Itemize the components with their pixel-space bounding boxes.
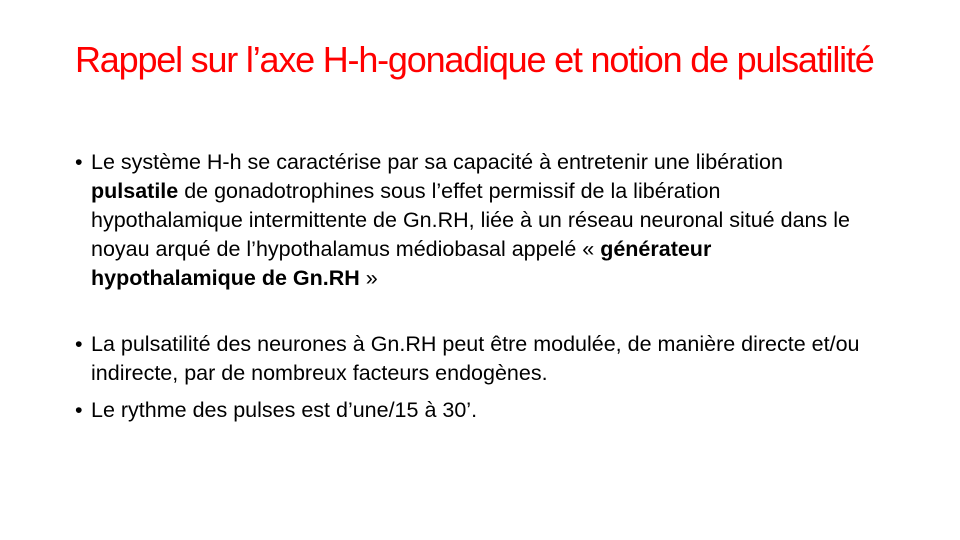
bullet-1-text: Le système H-h se caractérise par sa capacité à entretenir une libération (91, 150, 783, 174)
bullet-item-3 (75, 396, 875, 425)
bullet-1-bold-generateur: générateur hypothalamique de Gn.RH (91, 237, 712, 290)
bullet-item-2 (75, 330, 875, 388)
slide-title: Rappel sur l’axe H-h-gonadique et notion de pulsatilité (75, 39, 874, 80)
bullet-3-text: Le rythme des pulses est d’une/15 à 30’. (91, 398, 478, 422)
bullet-dot-icon: • (75, 332, 83, 356)
bullet-1-text-end: » (359, 266, 378, 290)
bullet-list (75, 148, 875, 425)
bullet-dot-icon: • (75, 398, 83, 422)
bullet-2-text: La pulsatilité des neurones à Gn.RH peut être modulée, de manière directe et/ou indirecte, par de nombreux facteurs endogènes. (91, 332, 860, 385)
bullet-1-text-cont: de gonadotrophines sous l’effet permissif de la libération hypothalamique intermittente de Gn.RH, liée à un réseau neuronal situé dans le noyau arqué de l’hypothalamus médiobasal appelé « (91, 179, 850, 261)
bullet-item-1 (75, 148, 875, 293)
bullet-1-bold-pulsatile: pulsatile (91, 179, 179, 203)
bullet-dot-icon: • (75, 150, 83, 174)
